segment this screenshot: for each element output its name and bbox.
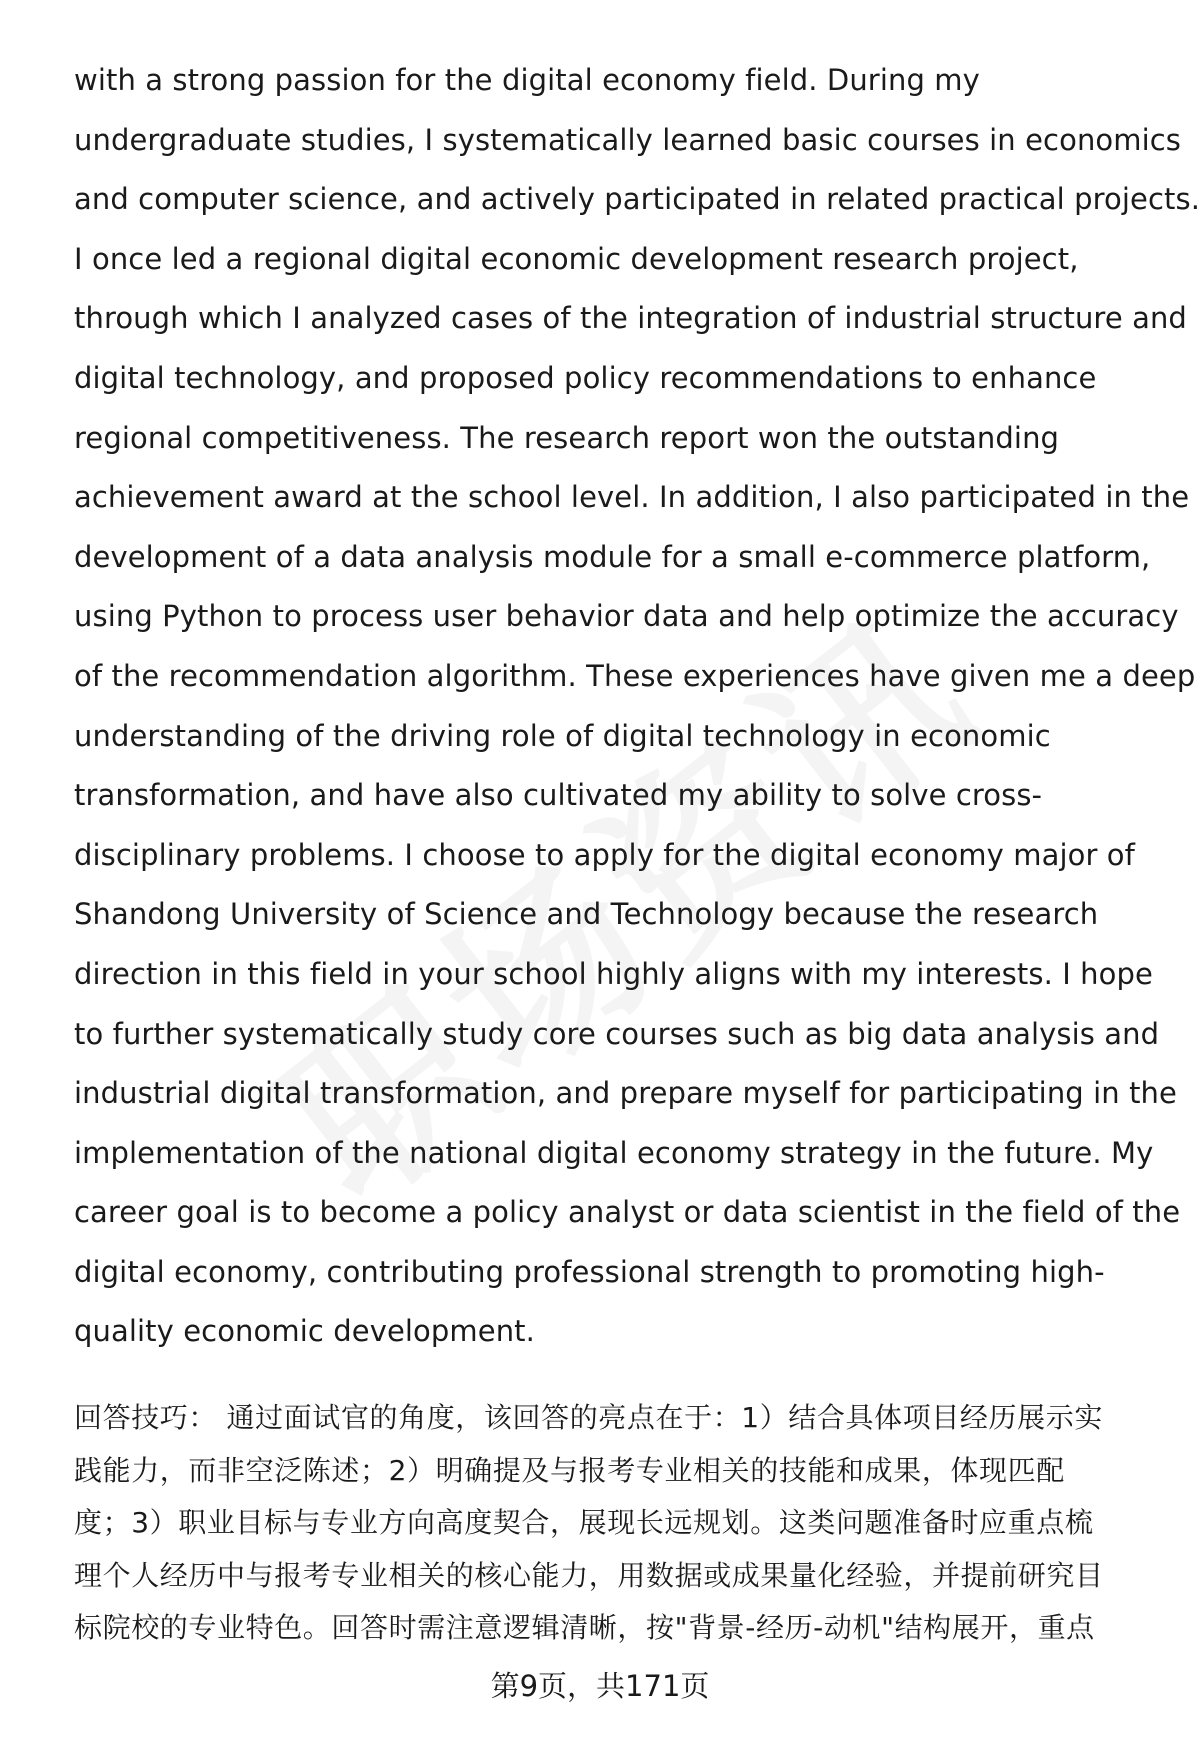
tips-paragraph bbox=[74, 1395, 1174, 1658]
answer-line: digital technology, and proposed policy recommendations to enhance bbox=[74, 360, 1097, 395]
answer-line: of the recommendation algorithm. These experiences have given me a deep bbox=[74, 658, 1196, 693]
answer-line: implementation of the national digital economy strategy in the future. My bbox=[74, 1135, 1154, 1170]
answer-line: I once led a regional digital economic development research project, bbox=[74, 241, 1079, 276]
answer-line: disciplinary problems. I choose to apply for the digital economy major of bbox=[74, 837, 1135, 872]
answer-line: quality economic development. bbox=[74, 1314, 535, 1349]
answer-line: to further systematically study core courses such as big data analysis and bbox=[74, 1016, 1160, 1051]
tips-line: 践能力，而非空泛陈述；2）明确提及与报考专业相关的技能和成果，体现匹配 bbox=[74, 1453, 1065, 1487]
answer-line: industrial digital transformation, and prepare myself for participating in the bbox=[74, 1076, 1177, 1111]
answer-paragraph bbox=[74, 56, 1200, 1367]
answer-line: career goal is to become a policy analyst or data scientist in the field of the bbox=[74, 1195, 1181, 1230]
answer-line: and computer science, and actively participated in related practical projects. bbox=[74, 182, 1200, 217]
tips-line: 度；3）职业目标与专业方向高度契合，展现长远规划。这类问题准备时应重点梳 bbox=[74, 1506, 1094, 1539]
answer-line: regional competitiveness. The research report won the outstanding bbox=[74, 420, 1060, 455]
answer-line: through which I analyzed cases of the integration of industrial structure and bbox=[74, 301, 1187, 336]
tips-line: 回答技巧： 通过面试官的角度，该回答的亮点在于：1）结合具体项目经历展示实 bbox=[74, 1401, 1103, 1434]
answer-line: digital economy, contributing professional strength to promoting high- bbox=[74, 1254, 1105, 1289]
answer-line: with a strong passion for the digital economy field. During my bbox=[74, 63, 980, 97]
answer-line: development of a data analysis module for a small e-commerce platform, bbox=[74, 539, 1151, 574]
page-number-footer: 第9页，共171页 bbox=[490, 1669, 710, 1703]
tips-line: 标院校的专业特色。回答时需注意逻辑清晰，按"背景-经历-动机"结构展开，重点 bbox=[74, 1611, 1095, 1644]
answer-line: using Python to process user behavior data and help optimize the accuracy bbox=[74, 599, 1179, 634]
answer-line: achievement award at the school level. In addition, I also participated in the bbox=[74, 480, 1190, 515]
answer-line: direction in this field in your school highly aligns with my interests. I hope bbox=[74, 956, 1153, 991]
answer-line: undergraduate studies, I systematically learned basic courses in economics bbox=[74, 122, 1182, 157]
tips-line: 理个人经历中与报考专业相关的核心能力，用数据或成果量化经验，并提前研究目 bbox=[74, 1558, 1104, 1592]
answer-line: Shandong University of Science and Technology because the research bbox=[74, 897, 1099, 932]
answer-line: understanding of the driving role of digital technology in economic bbox=[74, 718, 1051, 753]
answer-line: transformation, and have also cultivated my ability to solve cross- bbox=[74, 778, 1043, 813]
